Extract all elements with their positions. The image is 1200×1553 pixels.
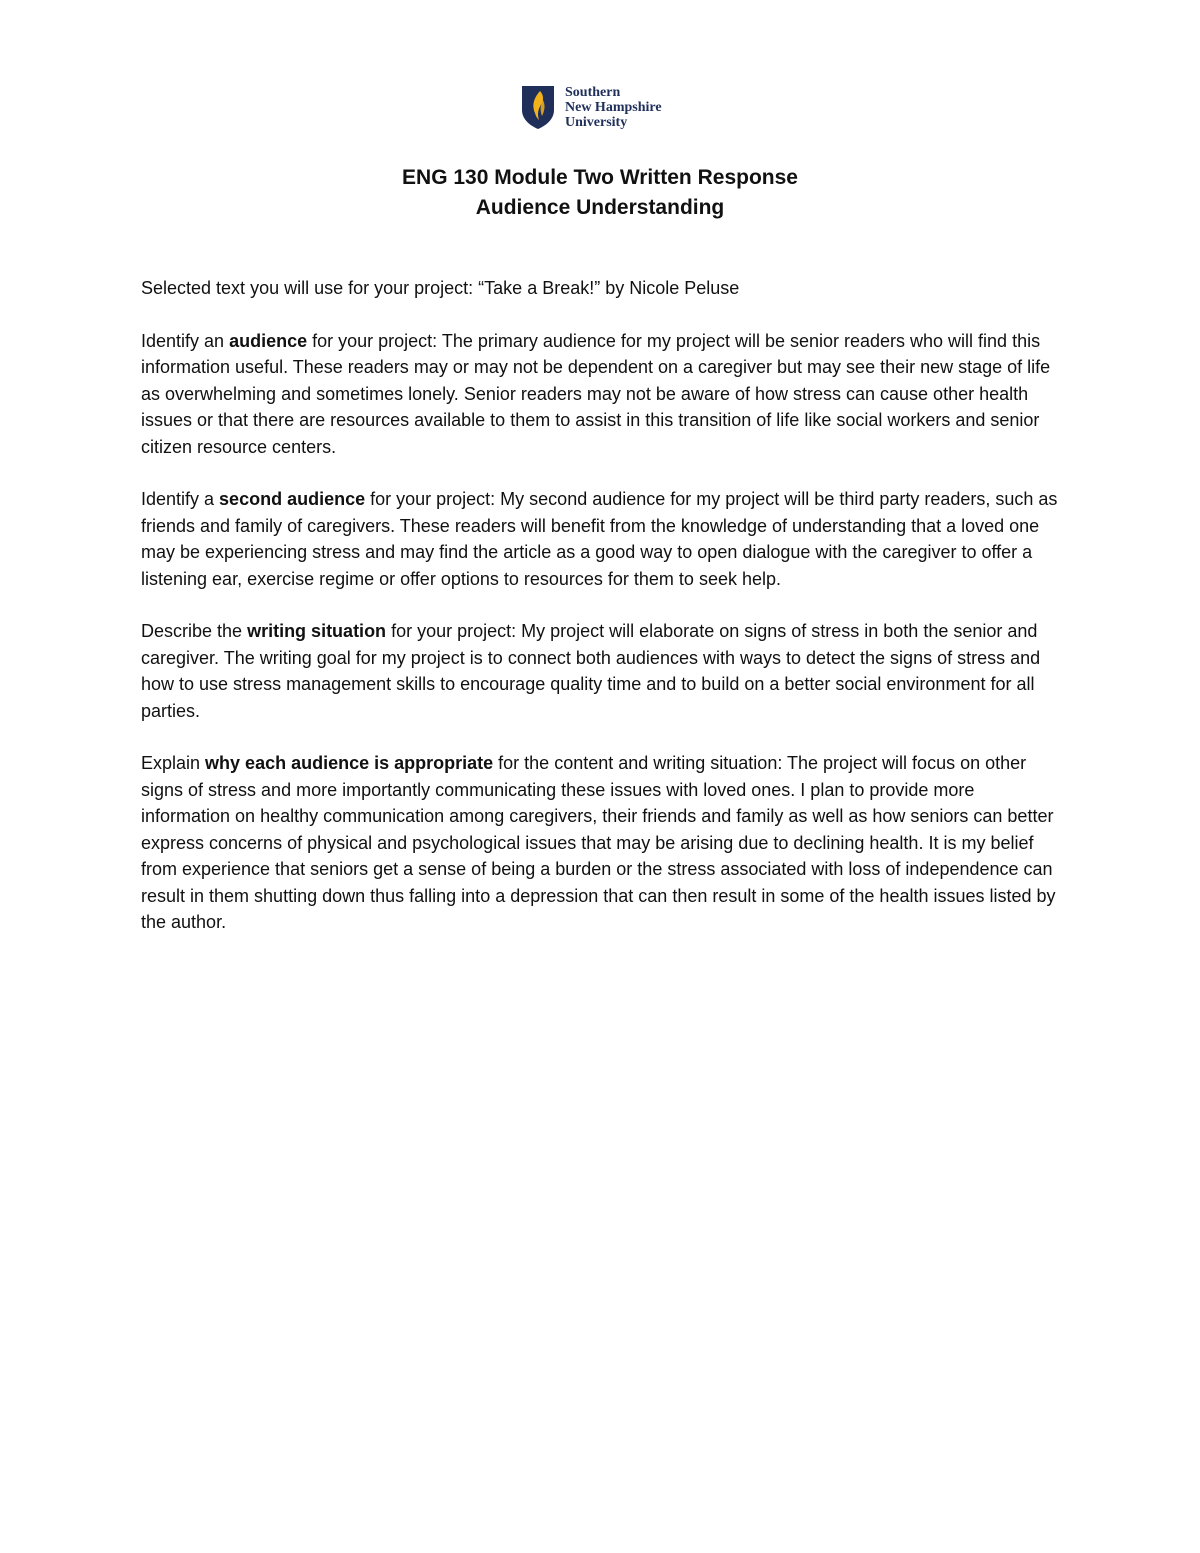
prompt-prefix: Explain <box>141 753 206 773</box>
prompt-prefix: Describe the <box>141 621 248 641</box>
prompt-prefix: Identify a <box>141 489 220 509</box>
shield-flame-icon <box>521 84 555 130</box>
second-audience-paragraph <box>141 486 1059 592</box>
document-body <box>141 275 1059 962</box>
prompt-suffix: for your project: <box>307 330 442 351</box>
prompt-prefix: Selected text you will use for your project: <box>141 278 479 298</box>
document-title <box>0 163 1200 223</box>
title-line-1: ENG 130 Module Two Written Response <box>402 166 798 189</box>
response-text: The primary audience for my project will be senior readers who will find this information useful. These readers may or may not be dependent on a caregiver but may see their new stage of life as overwhelming and sometimes lonely. Senior readers may not be aware of how stress can cause other health issues or that there are resources available to them to assist in this transition of life like social workers and senior citizen resource centers. <box>141 330 1051 457</box>
logo-line-3: University <box>565 114 628 130</box>
selected-text-paragraph <box>141 275 1059 302</box>
prompt-suffix: for your project: <box>365 489 501 509</box>
response-text: The project will focus on other signs of stress and more importantly communicating these issues with loved ones. I plan to provide more information on healthy communication among caregivers, their friends and family as well as how seniors can better express concerns of physical and psychological issues that may be arising due to declining health. It is my belief from experience that seniors get a sense of being a burden or the stress associated with loss of independence can result in them shutting down thus falling into a depression that can then result in some of the health issues listed by the author. <box>141 753 1056 932</box>
title-line-2: Audience Understanding <box>475 196 725 219</box>
logo-line-1: Southern <box>565 84 621 100</box>
prompt-emphasis: why each audience is appropriate <box>205 753 494 773</box>
logo-wordmark <box>565 85 662 130</box>
university-logo <box>521 84 662 130</box>
response-text: My second audience for my project will be third party readers, such as friends and family of caregivers. These readers will benefit from the knowledge of understanding that a loved one may be experiencing stress and may find the article as a good way to open dialogue with the caregiver to offer a listening ear, exercise regime or offer options to resources for them to seek help. <box>141 489 1058 589</box>
prompt-emphasis: audience <box>229 330 308 351</box>
logo-line-2: New Hampshire <box>565 99 662 115</box>
prompt-emphasis: writing situation <box>247 621 387 641</box>
prompt-suffix: for the content and writing situation: <box>493 753 788 773</box>
audience-rationale-paragraph <box>141 750 1059 936</box>
writing-situation-paragraph <box>141 618 1059 724</box>
prompt-suffix: for your project: <box>386 621 522 641</box>
prompt-emphasis: second audience <box>219 489 366 509</box>
prompt-prefix: Identify an <box>141 330 230 351</box>
response-text: “Take a Break!” by Nicole Peluse <box>478 278 740 298</box>
first-audience-paragraph <box>141 328 1059 461</box>
response-text: My project will elaborate on signs of stress in both the senior and caregiver. The writing goal for my project is to connect both audiences with ways to detect the signs of stress and how to use stress management skills to encourage quality time and to build on a better social environment for all parties. <box>141 621 1041 721</box>
